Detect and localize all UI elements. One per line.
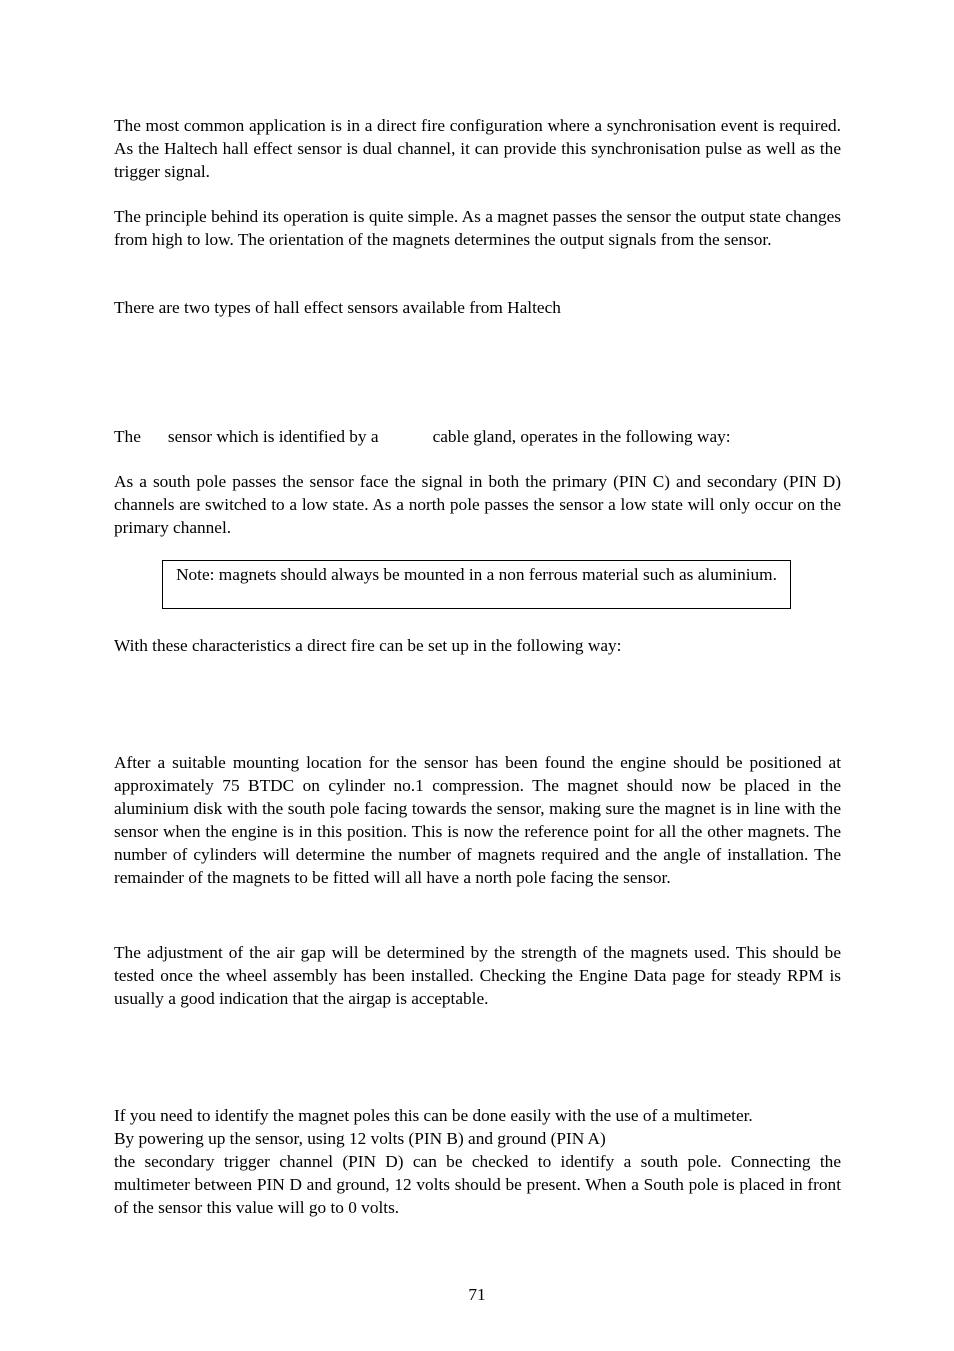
paragraph-identify-poles	[114, 1104, 841, 1219]
note-text: Note: magnets should always be mounted in a non ferrous material such as aluminium.	[176, 565, 777, 584]
identify-poles-line-1: If you need to identify the magnet poles this can be done easily with the use of a multimeter.	[114, 1106, 753, 1125]
paragraph-sensor-types: There are two types of hall effect sensors available from Haltech	[114, 298, 561, 317]
paragraph-operation-principle: The principle behind its operation is quite simple. As a magnet passes the sensor the output state changes from high to low. The orientation of the magnets determines the output signals from the sensor.	[114, 207, 841, 249]
paragraph-sensor-identification	[114, 425, 841, 448]
identify-poles-line-2: By powering up the sensor, using 12 volts (PIN B) and ground (PIN A)	[114, 1129, 606, 1148]
paragraph-pole-behaviour: As a south pole passes the sensor face the signal in both the primary (PIN C) and secondary (PIN D) channels are switched to a low state. As a north pole passes the sensor a low state will only occur on the primary channel.	[114, 472, 841, 537]
paragraph-direct-fire-setup: With these characteristics a direct fire can be set up in the following way:	[114, 636, 622, 655]
page-number: 71	[468, 1285, 486, 1304]
paragraph-magnet-installation: After a suitable mounting location for the sensor has been found the engine should be positioned at approximately 75 BTDC on cylinder no.1 compression. The magnet should now be placed in the aluminium disk with the south pole facing towards the sensor, making sure the magnet is in line with the sensor when the engine is in this position. This is now the reference point for all the other magnets. The number of cylinders will determine the number of magnets required and the angle of installation. The remainder of the magnets to be fitted will all have a north pole facing the sensor.	[114, 753, 841, 887]
sensor-identification-part-2: sensor which is identified by a	[167, 427, 379, 446]
sensor-identification-part-3: cable gland, operates in the following way:	[432, 427, 731, 446]
paragraph-air-gap: The adjustment of the air gap will be determined by the strength of the magnets used. This should be tested once the wheel assembly has been installed. Checking the Engine Data page for steady RPM is usually a good indication that the airgap is acceptable.	[114, 943, 841, 1008]
note-box	[162, 560, 791, 609]
paragraph-direct-fire-intro: The most common application is in a direct fire configuration where a synchronisation event is required. As the Haltech hall effect sensor is dual channel, it can provide this synchronisation pulse as well as the trigger signal.	[114, 116, 841, 181]
identify-poles-line-3: the secondary trigger channel (PIN D) can be checked to identify a south pole. Connecting the multimeter between PIN D and ground, 12 volts should be present. When a South pole is placed in front of the sensor this value will go to 0 volts.	[114, 1152, 841, 1217]
sensor-identification-part-1: The	[114, 427, 141, 446]
